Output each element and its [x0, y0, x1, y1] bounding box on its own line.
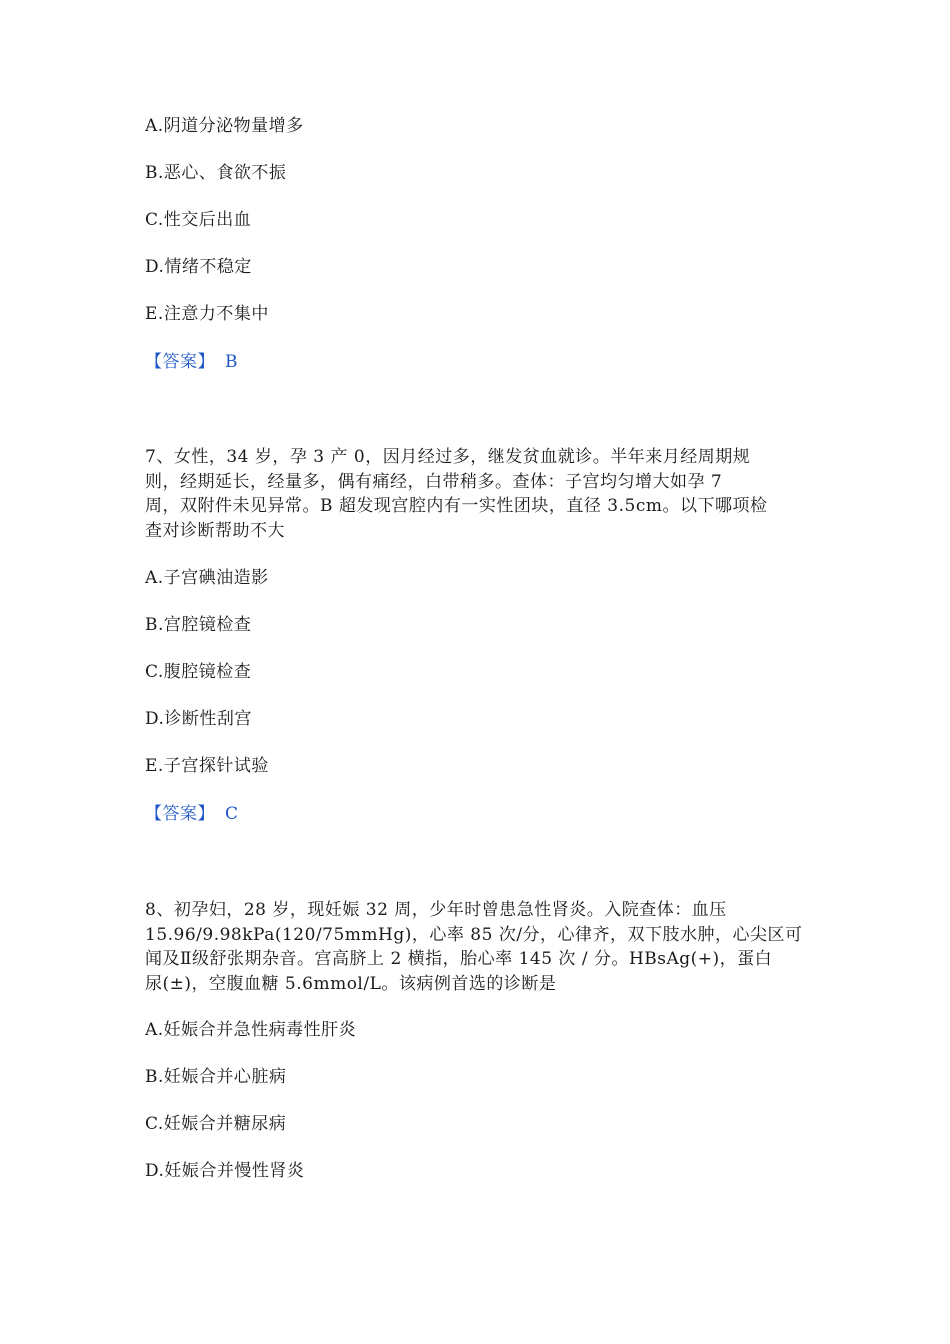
q7-option-a: A.子宫碘油造影 [145, 568, 269, 588]
q7-answer [145, 803, 239, 825]
q8-stem-line: 尿(±)，空腹血糖 5.6mmol/L。该病例首选的诊断是 [145, 973, 557, 994]
q6-answer-value: B [225, 352, 238, 372]
q7-stem [145, 445, 815, 543]
q8-stem-line: 闻及Ⅱ级舒张期杂音。宫高脐上 2 横指，胎心率 145 次 / 分。HBsAg(+)，蛋白 [145, 949, 773, 969]
q6-answer [145, 351, 238, 373]
q7-stem-line: 7、女性，34 岁，孕 3 产 0，因月经过多，继发贫血就诊。半年来月经周期规 [145, 447, 751, 467]
q7-option-b: B.宫腔镜检查 [145, 615, 252, 635]
q6-option-e: E.注意力不集中 [145, 304, 269, 324]
q6-option-a: A.阴道分泌物量增多 [145, 116, 304, 136]
q6-option-b: B.恶心、食欲不振 [145, 163, 287, 183]
q7-stem-line: 则，经期延长，经量多，偶有痛经，白带稍多。查体：子宫均匀增大如孕 7 [145, 471, 723, 492]
q8-stem-line: 8、初孕妇，28 岁，现妊娠 32 周，少年时曾患急性肾炎。入院查体：血压 [145, 900, 727, 920]
q8-stem [145, 898, 815, 996]
q7-option-e: E.子宫探针试验 [145, 756, 269, 776]
q7-answer-value: C [225, 804, 239, 824]
q7-stem-line: 周，双附件未见异常。B 超发现宫腔内有一实性团块，直径 3.5cm。以下哪项检 [145, 496, 768, 516]
q8-option-d: D.妊娠合并慢性肾炎 [145, 1161, 305, 1181]
q8-option-a: A.妊娠合并急性病毒性肝炎 [145, 1020, 357, 1040]
q8-option-b: B.妊娠合并心脏病 [145, 1067, 287, 1087]
q7-answer-label: 【答案】 [145, 804, 215, 824]
q7-stem-line: 查对诊断帮助不大 [145, 520, 285, 541]
q8-option-c: C.妊娠合并糖尿病 [145, 1114, 287, 1134]
q8-stem-line: 15.96/9.98kPa(120/75mmHg)，心率 85 次/分，心律齐，双下肢水肿，心尖区可 [145, 924, 803, 945]
q7-option-d: D.诊断性刮宫 [145, 709, 252, 729]
q6-option-c: C.性交后出血 [145, 210, 252, 230]
q6-option-d: D.情绪不稳定 [145, 257, 252, 277]
q6-answer-label: 【答案】 [145, 352, 215, 372]
q7-option-c: C.腹腔镜检查 [145, 662, 252, 682]
